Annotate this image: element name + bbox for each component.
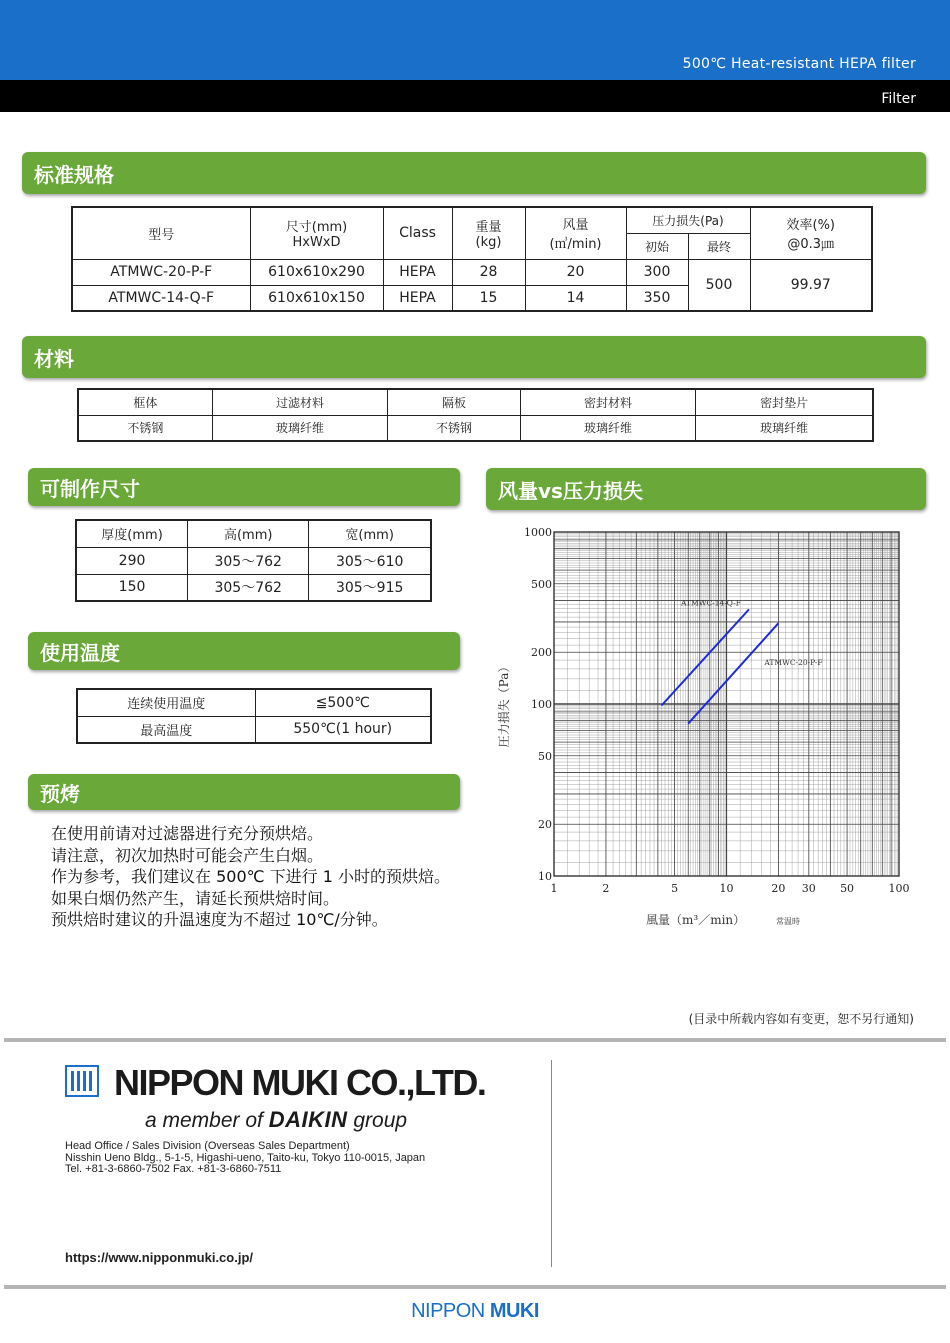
chart-x-tick-label: 2 bbox=[602, 882, 610, 895]
spec-cell: 300 bbox=[626, 259, 688, 285]
chart-x-tick-label: 5 bbox=[671, 882, 679, 895]
material-value: 不锈钢 bbox=[78, 415, 212, 441]
spec-col-initial: 初始 bbox=[626, 233, 688, 259]
spec-col-weight: 重量 (kg) bbox=[452, 207, 525, 259]
bake-line: 作为参考，我们建议在 500℃ 下进行 1 小时的预烘焙。 bbox=[51, 867, 451, 886]
spec-cell: 14 bbox=[525, 285, 626, 311]
chart-y-label: 圧力損失（Pa） bbox=[497, 660, 511, 748]
material-header: 过滤材料 bbox=[212, 389, 387, 415]
spec-final-value: 500 bbox=[688, 259, 750, 311]
spec-cell: HEPA bbox=[383, 259, 452, 285]
chart-x-tick-label: 20 bbox=[771, 882, 786, 895]
table-row bbox=[77, 716, 431, 743]
chart-y-tick-label: 200 bbox=[531, 646, 552, 660]
bake-line: 预烘焙时建议的升温速度为不超过 10℃/分钟。 bbox=[51, 910, 388, 929]
company-address: Head Office / Sales Division (Overseas Sales Department) Nisshin Ueno Bldg., 5-1-5, Higashi-ueno, Taito-ku, Tokyo 110-0015, Japan Tel. +81-3-6860-7502 Fax. +81-3-6860-7511 bbox=[65, 1140, 426, 1175]
material-header: 框体 bbox=[78, 389, 212, 415]
company-url[interactable]: https://www.nipponmuki.co.jp/ bbox=[65, 1250, 254, 1265]
section-spec-title: 标准规格 bbox=[22, 152, 926, 194]
size-cell: 305～915 bbox=[309, 574, 431, 601]
chart-series-label: ATMWC-14-Q-F bbox=[681, 598, 741, 608]
daikin-brand: DAIKIN bbox=[268, 1107, 348, 1132]
table-row bbox=[76, 520, 431, 547]
size-header: 厚度(mm) bbox=[76, 520, 188, 547]
footer-divider bbox=[551, 1060, 552, 1267]
bake-instructions bbox=[51, 823, 450, 931]
chart-grid-major bbox=[554, 532, 899, 876]
chart-x-tick-label: 1 bbox=[550, 882, 558, 895]
divider bbox=[4, 1285, 946, 1289]
spec-cell: 15 bbox=[452, 285, 525, 311]
product-subtitle: 500℃ Heat-resistant HEPA filter bbox=[682, 56, 916, 72]
spec-cell: 610x610x150 bbox=[250, 285, 383, 311]
temp-label: 最高温度 bbox=[77, 716, 255, 743]
table-row bbox=[78, 415, 873, 441]
spec-cell: 20 bbox=[525, 259, 626, 285]
spec-cell: HEPA bbox=[383, 285, 452, 311]
company-logo-icon bbox=[65, 1065, 99, 1097]
section-temperature-title: 使用温度 bbox=[28, 632, 460, 670]
section-sizes-title: 可制作尺寸 bbox=[28, 468, 460, 506]
flow-pressure-chart bbox=[488, 512, 926, 932]
spec-efficiency-value: 99.97 bbox=[750, 259, 872, 311]
chart-x-tick-label: 30 bbox=[801, 882, 816, 895]
section-materials-title: 材料 bbox=[22, 336, 926, 378]
material-value: 不锈钢 bbox=[388, 415, 521, 441]
table-row bbox=[78, 389, 873, 415]
spec-col-model: 型号 bbox=[72, 207, 250, 259]
chart-y-tick-label: 10 bbox=[538, 870, 552, 883]
spec-cell: ATMWC-14-Q-F bbox=[72, 285, 250, 311]
spec-col-efficiency: 效率(%) @0.3㎛ bbox=[750, 207, 872, 259]
material-value: 玻璃纤维 bbox=[520, 415, 695, 441]
temp-value: 550℃(1 hour) bbox=[255, 716, 431, 743]
temp-value: ≦500℃ bbox=[255, 689, 431, 716]
change-notice: (目录中所载内容如有变更，恕不另行通知) bbox=[688, 1012, 914, 1026]
material-header: 密封垫片 bbox=[696, 389, 873, 415]
header-band bbox=[0, 0, 950, 80]
footer-logo: NIPPON MUKI bbox=[411, 1300, 539, 1322]
material-header: 密封材料 bbox=[520, 389, 695, 415]
temp-label: 连续使用温度 bbox=[77, 689, 255, 716]
size-header: 高(mm) bbox=[188, 520, 309, 547]
spec-table bbox=[71, 206, 873, 312]
temperature-table bbox=[76, 688, 432, 744]
chart-y-tick-label: 20 bbox=[538, 818, 552, 832]
bake-line: 在使用前请对过滤器进行充分预烘焙。 bbox=[51, 824, 324, 843]
company-name: NIPPON MUKI CO.,LTD. bbox=[114, 1062, 486, 1103]
section-chart-title: 风量vs压力损失 bbox=[486, 468, 926, 510]
bake-line: 如果白烟仍然产生，请延长预烘焙时间。 bbox=[51, 888, 340, 908]
table-row bbox=[76, 574, 431, 601]
chart-y-tick-label: 100 bbox=[531, 698, 552, 711]
spec-cell: 350 bbox=[626, 285, 688, 311]
size-cell: 305～762 bbox=[188, 547, 309, 574]
materials-table bbox=[77, 388, 874, 442]
size-cell: 290 bbox=[76, 547, 188, 574]
company-member-line: a member of DAIKIN group bbox=[145, 1107, 408, 1132]
bake-line: 请注意，初次加热时可能会产生白烟。 bbox=[51, 845, 324, 865]
chart-y-ticks bbox=[524, 526, 552, 883]
spec-cell: 610x610x290 bbox=[250, 259, 383, 285]
table-row bbox=[76, 547, 431, 574]
section-bake-title: 预烤 bbox=[28, 774, 460, 810]
chart-x-tick-label: 50 bbox=[840, 882, 855, 895]
chart-y-tick-label: 50 bbox=[538, 749, 552, 763]
spec-cell: 28 bbox=[452, 259, 525, 285]
spec-col-class: Class bbox=[383, 207, 452, 259]
size-table bbox=[75, 519, 432, 602]
chart-series-label: ATMWC-20-P-F bbox=[764, 658, 823, 668]
spec-col-size: 尺寸(mm) HxWxD bbox=[250, 207, 383, 259]
size-cell: 150 bbox=[76, 574, 188, 601]
chart-x-tick-label: 100 bbox=[888, 882, 910, 895]
size-cell: 305～610 bbox=[309, 547, 431, 574]
chart-x-ticks bbox=[551, 882, 910, 895]
material-value: 玻璃纤维 bbox=[212, 415, 387, 441]
spec-col-pressure: 压力损失(Pa) bbox=[626, 207, 750, 233]
chart-y-tick-label: 1000 bbox=[524, 526, 552, 539]
size-cell: 305～762 bbox=[188, 574, 309, 601]
chart-svg bbox=[488, 512, 926, 932]
chart-x-label: 風量（m³／min） bbox=[646, 913, 746, 927]
material-header: 隔板 bbox=[388, 389, 521, 415]
material-value: 玻璃纤维 bbox=[696, 415, 873, 441]
chart-x-tick-label: 10 bbox=[719, 882, 734, 895]
table-row bbox=[77, 689, 431, 716]
spec-col-flow: 风量 (㎥/min) bbox=[525, 207, 626, 259]
size-header: 宽(mm) bbox=[309, 520, 431, 547]
category-label: Filter bbox=[881, 91, 916, 107]
divider bbox=[4, 1038, 946, 1042]
spec-cell: ATMWC-20-P-F bbox=[72, 259, 250, 285]
chart-x-label-note: 常温時 bbox=[776, 917, 800, 926]
chart-y-tick-label: 500 bbox=[531, 577, 552, 591]
spec-col-final: 最终 bbox=[688, 233, 750, 259]
category-band bbox=[0, 80, 950, 112]
table-row bbox=[72, 259, 872, 285]
